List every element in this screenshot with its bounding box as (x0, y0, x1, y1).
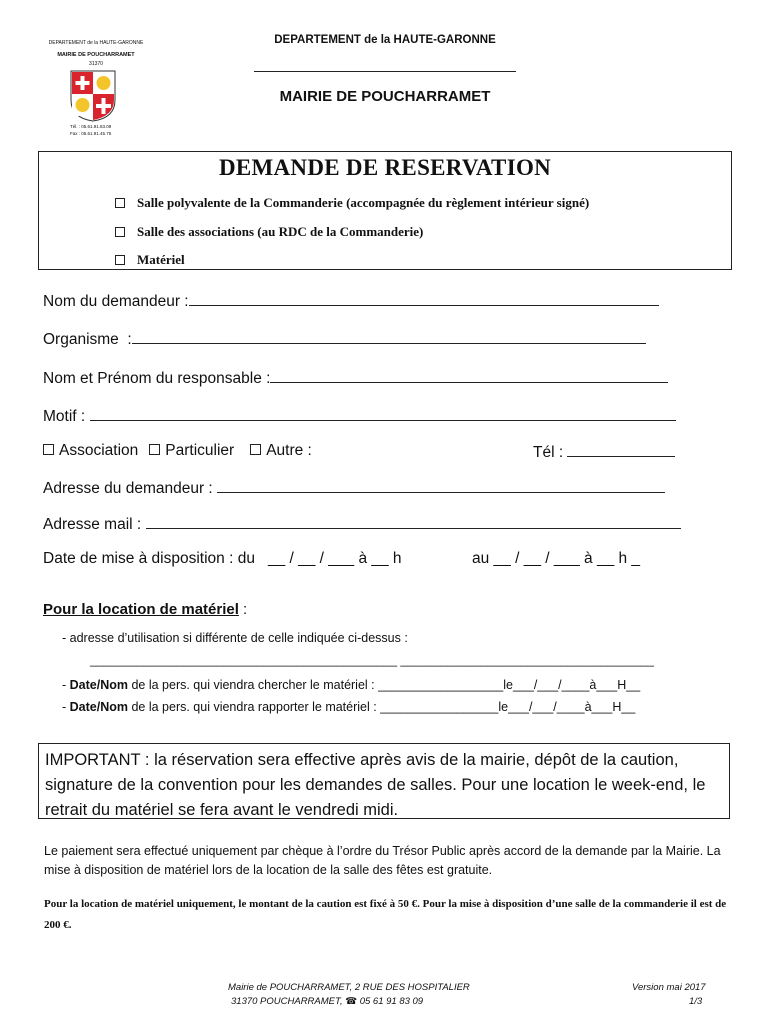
materiel-rapporter-line[interactable] (62, 700, 635, 714)
field-organisme[interactable] (43, 329, 646, 349)
caution-paragraph: Pour la location de matériel uniquement, le montant de la caution est fixé à 50 €. Pour la mise à disposition d’une salle de la commanderie il est de 200 €. (44, 898, 727, 931)
logo-fax: Fax : 05.61.91.45.75 (70, 131, 112, 136)
field-mail[interactable] (43, 514, 681, 534)
footer-address-2 (231, 996, 423, 1007)
materiel-chercher-line[interactable] (62, 678, 640, 692)
option-salle-associations[interactable] (115, 224, 423, 240)
materiel-heading-text: Pour la location de matériel (43, 601, 239, 618)
logo-mairie: MAIRIE DE POUCHARRAMET (57, 52, 135, 58)
field-label: Adresse du demandeur : (43, 480, 218, 497)
date-from[interactable]: __ / __ / ___ à __ h (267, 550, 402, 567)
heading-suffix: : (238, 601, 248, 618)
fill-line[interactable] (90, 406, 676, 421)
field-tel[interactable] (533, 442, 675, 462)
logo-tel: Tél. : 05.61.91.83.09 (70, 124, 112, 129)
checkbox-association[interactable] (43, 444, 54, 455)
field-label: Motif : (43, 408, 90, 425)
field-label: Tél : (533, 444, 568, 461)
option-label: Salle polyvalente de la Commanderie (accompagnée du règlement intérieur signé) (137, 195, 590, 210)
fill-line[interactable] (146, 514, 681, 529)
fill-line[interactable] (270, 368, 668, 383)
dash: - (62, 678, 70, 692)
footer-address-1: Mairie de POUCHARRAMET, 2 RUE DES HOSPITALIER (228, 982, 470, 993)
fill-line[interactable] (567, 442, 675, 457)
form-title: DEMANDE DE RESERVATION (218, 155, 552, 180)
field-type-demandeur (43, 442, 312, 460)
line-text: de la pers. qui viendra chercher le matériel : __________________le___/___/____à___H__ (127, 678, 641, 692)
fill-line[interactable] (132, 329, 646, 344)
field-responsable[interactable] (43, 368, 668, 388)
line-text: de la pers. qui viendra rapporter le matériel : _________________le___/___/____à___H__ (127, 700, 636, 714)
checkbox[interactable] (115, 227, 125, 237)
field-label: Adresse mail : (43, 516, 146, 533)
footer-page-number: 1/3 (689, 996, 703, 1007)
paiement-paragraph: Le paiement sera effectué uniquement par chèque à l’ordre du Trésor Public après accord de la demande par la Mairie. La mise à disposition de matériel lors de la location de la salle des fêtes est gratuite. (44, 844, 721, 877)
date-to[interactable]: au __ / __ / ___ à __ h _ (472, 550, 641, 567)
mairie-heading: MAIRIE DE POUCHARRAMET (279, 88, 491, 105)
type-particulier-label: Particulier (165, 442, 235, 459)
option-label: Matériel (137, 252, 185, 267)
field-nom-demandeur[interactable] (43, 291, 659, 311)
field-label: Organisme : (43, 331, 132, 348)
bold-label: Date/Nom (69, 700, 128, 714)
fill-line[interactable] (189, 291, 659, 306)
footer-version: Version mai 2017 (632, 982, 706, 993)
option-label: Salle des associations (au RDC de la Commanderie) (137, 224, 424, 239)
checkbox[interactable] (115, 255, 125, 265)
field-label: Nom et Prénom du responsable : (43, 370, 271, 387)
bold-label: Date/Nom (69, 678, 128, 692)
checkbox[interactable] (115, 198, 125, 208)
field-adresse[interactable] (43, 478, 665, 498)
footer-city: 31370 POUCHARRAMET, (231, 996, 346, 1007)
fill-line[interactable] (217, 478, 665, 493)
materiel-adresse-line: - adresse d’utilisation si différente de celle indiquée ci-dessus : (62, 631, 408, 645)
logo-postcode: 31370 (89, 61, 103, 67)
field-label: Nom du demandeur : (43, 293, 189, 310)
field-motif[interactable] (43, 406, 676, 426)
important-notice: IMPORTANT : la réservation sera effective après avis de la mairie, dépôt de la caution, signature de la convention pour les demandes de salles. Pour une location le week-end, le retrait du matériel se fera avant le vendredi midi. (38, 743, 730, 819)
field-label: Date de mise à disposition : du (43, 550, 255, 567)
logo-department: DEPARTEMENT de la HAUTE-GARONNE (48, 40, 144, 46)
materiel-heading (43, 601, 247, 618)
header-divider (254, 71, 516, 72)
phone-icon: ☎ (345, 996, 358, 1007)
checkbox-particulier[interactable] (149, 444, 160, 455)
field-date[interactable] (43, 550, 402, 568)
option-salle-polyvalente[interactable] (115, 195, 589, 211)
materiel-adresse-fill[interactable]: ______________________________________________ ______________________________________ (90, 653, 654, 667)
type-association-label: Association (59, 442, 139, 459)
dash: - (62, 700, 70, 714)
option-materiel[interactable] (115, 252, 185, 268)
department-heading: DEPARTEMENT de la HAUTE-GARONNE (274, 34, 496, 46)
type-autre-label: Autre : (266, 442, 312, 459)
checkbox-autre[interactable] (250, 444, 261, 455)
footer-phone: 05 61 91 83 09 (357, 996, 424, 1007)
field-date-to[interactable] (472, 550, 640, 568)
